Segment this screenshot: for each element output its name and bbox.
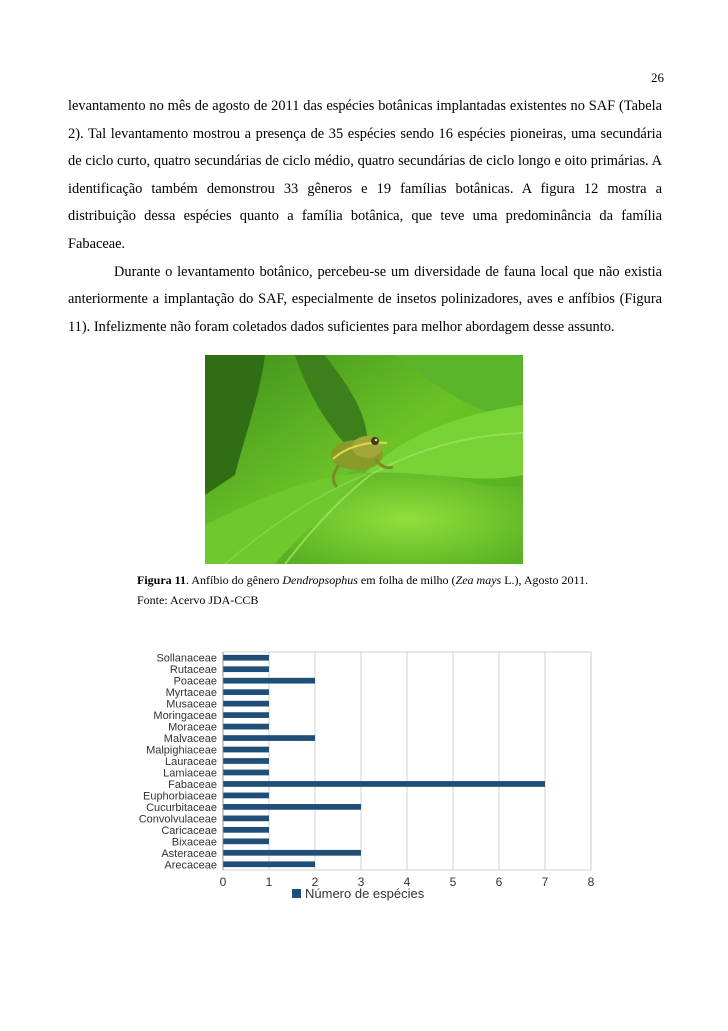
category-label: Moringaceae [153,710,217,723]
bar-convolvulaceae [223,816,269,822]
category-label: Bixaceae [171,836,217,849]
caption-part-b: em folha de milho ( [357,573,456,587]
figure-label: Figura 11 [137,573,187,587]
bar-lamiaceae [223,770,269,776]
category-label: Fabaceae [168,778,217,791]
caption-source: Fonte: Acervo JDA-CCB [137,593,259,607]
category-label: Musaceae [166,698,217,711]
bar-sollanaceae [223,655,269,661]
bar-malvaceae [223,735,315,741]
category-label: Asteraceae [161,847,217,860]
paragraph-2: Durante o levantamento botânico, percebeu-se um diversidade de fauna local que não existia anteriormente a implantação do SAF, especialmente de insetos polinizadores, aves e anfíbios (Figura 11). Infelizmente não foram coletados dados suficientes para melhor abordagem desse assunto. [68,263,662,335]
category-label: Malpighiaceae [146,744,217,757]
family-chart [90,640,620,910]
bar-moringaceae [223,712,269,718]
category-label: Myrtaceae [165,687,217,700]
frog-on-leaf-image [205,355,523,564]
category-label: Malvaceae [163,733,217,746]
category-label: Caricaceae [161,824,217,837]
bar-moraceae [223,724,269,730]
bar-cucurbitaceae [223,804,361,810]
category-label: Rutaceae [169,664,217,677]
caption-species: Zea mays [455,573,502,587]
caption-genus: Dendropsophus [282,573,358,587]
bar-euphorbiaceae [223,793,269,799]
frog-photo [205,355,523,564]
bar-fabaceae [223,781,545,787]
caption-text [137,570,597,590]
bar-lauraceae [223,758,269,764]
page-number: 26 [651,70,664,85]
bar-rutaceae [223,666,269,672]
category-label: Arecaceae [164,859,217,872]
bar-poaceae [223,678,315,684]
x-tick-label: 5 [449,875,457,889]
x-tick-label: 1 [265,875,273,889]
x-tick-label: 7 [541,875,549,889]
category-label: Convolvulaceae [138,813,217,826]
x-tick-label: 2 [311,875,319,889]
bar-arecaceae [223,861,315,867]
caption-part-c: L.), Agosto 2011. [501,573,589,587]
legend-label: Número de espécies [305,886,425,901]
x-tick-label: 4 [403,875,411,889]
category-label: Euphorbiaceae [142,790,217,803]
bar-musaceae [223,701,269,707]
bar-myrtaceae [223,689,269,695]
bar-asteraceae [223,850,361,856]
bar-caricaceae [223,827,269,833]
family-bar-chart [90,640,620,910]
bar-bixaceae [223,838,269,844]
x-tick-label: 0 [219,875,227,889]
x-tick-label: 6 [495,875,503,889]
category-label: Sollanaceae [156,652,217,665]
figure-11-caption [137,570,597,610]
paragraph-1: levantamento no mês de agosto de 2011 das espécies botânicas implantadas existentes no SAF (Tabela 2). Tal levantamento mostrou a presença de 35 espécies sendo 16 espécies pioneiras, uma secundária de ciclo curto, quatro secundárias de ciclo médio, quatro secundárias de ciclo longo e oito primárias. A identificação também demonstrou 33 gêneros e 19 famílias botânicas. A figura 12 mostra a distribuição dessa espécies quanto a família botânica, que teve uma predominância da família Fabaceae. [68,98,662,252]
body-text [68,93,662,341]
x-tick-label: 3 [357,875,365,889]
bar-malpighiaceae [223,747,269,753]
category-label: Poaceae [173,675,217,688]
category-label: Lamiaceae [163,767,217,780]
category-label: Lauraceae [165,756,217,768]
x-tick-label: 8 [587,875,595,889]
category-label: Cucurbitaceae [146,801,217,814]
caption-part-a: . Anfíbio do gênero [186,573,283,587]
legend-swatch [292,889,301,898]
category-label: Moraceae [168,721,217,734]
